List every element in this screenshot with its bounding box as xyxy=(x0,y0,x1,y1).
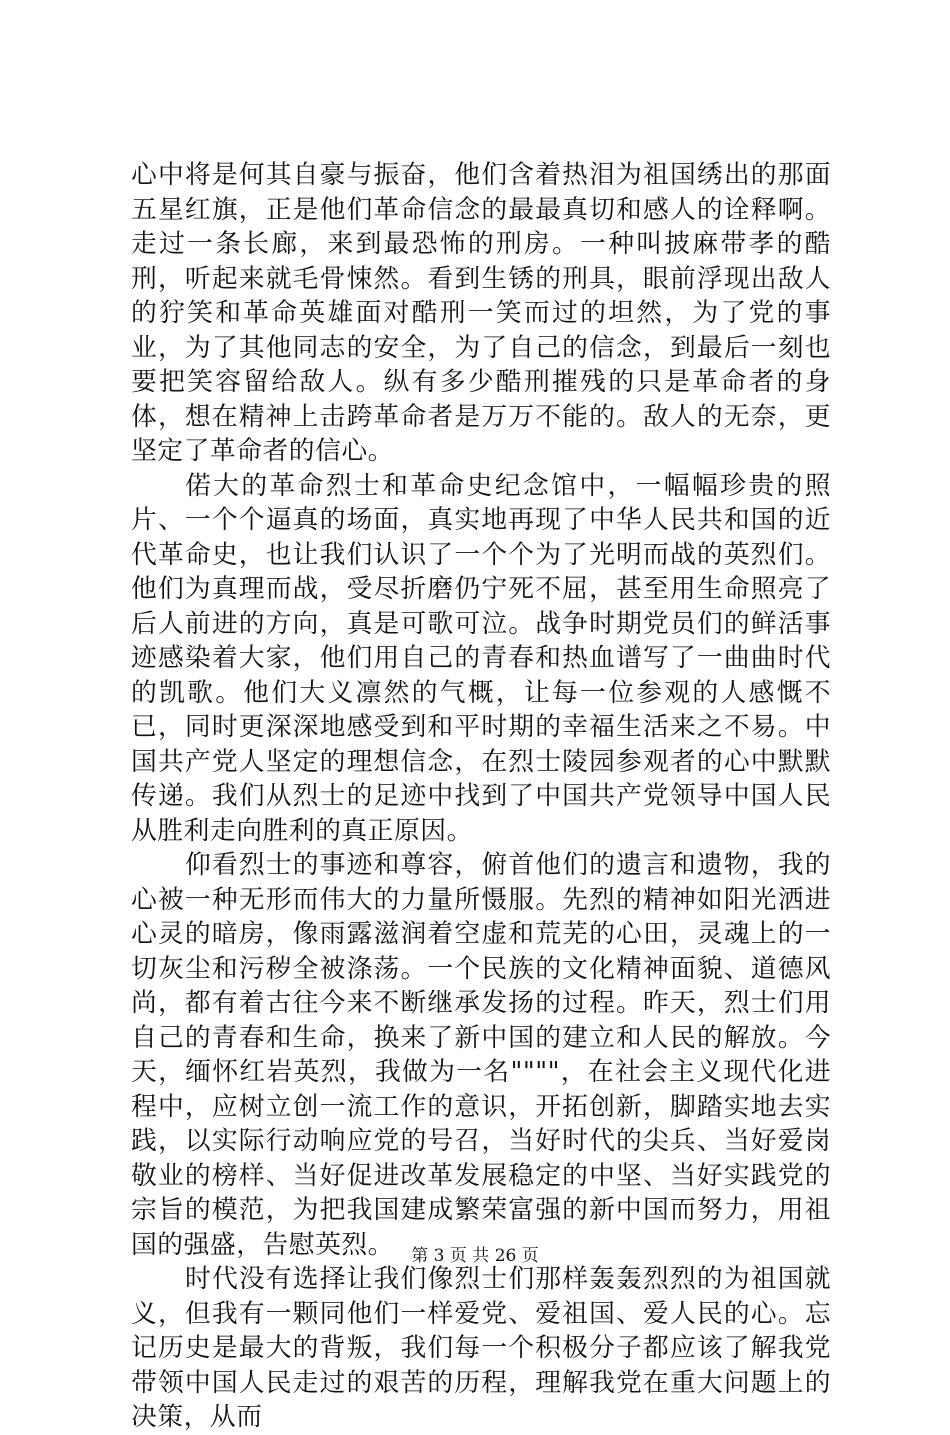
document-body xyxy=(131,158,831,1435)
paragraph-3: 仰看烈士的事迹和尊容，俯首他们的遗言和遗物，我的心被一种无形而伟大的力量所慑服。先烈的精神如阳光洒进心灵的暗房，像雨露滋润着空虚和荒芜的心田，灵魂上的一切灰尘和污秽全被涤荡。一个民族的文化精神面貌、道德风尚，都有着古往今来不断继承发扬的过程。昨天，烈士们用自己的青春和生命，换来了新中国的建立和人民的解放。今天，缅怀红岩英烈，我做为一名""""，在社会主义现代化进程中，应树立创一流工作的意识，开拓创新，脚踏实地去实践，以实际行动响应党的号召，当好时代的尖兵、当好爱岗敬业的榜样、当好促进改革发展稳定的中坚、当好实践党的宗旨的模范，为把我国建成繁荣富强的新中国而努力，用祖国的强盛，告慰英烈。 xyxy=(131,850,831,1260)
paragraph-4: 时代没有选择让我们像烈士们那样轰轰烈烈的为祖国就义，但我有一颗同他们一样爱党、爱祖国、爱人民的心。忘记历史是最大的背叛，我们每一个积极分子都应该了解我党带领中国人民走过的艰苦的历程，理解我党在重大问题上的决策，从而 xyxy=(131,1264,831,1432)
paragraph-2: 偌大的革命烈士和革命史纪念馆中，一幅幅珍贵的照片、一个个逼真的场面，真实地再现了中华人民共和国的近代革命史，也让我们认识了一个个为了光明而战的英烈们。他们为真理而战，受尽折磨仍宁死不屈，甚至用生命照亮了后人前进的方向，真是可歌可泣。战争时期党员们的鲜活事迹感染着大家，他们用自己的青春和热血谱写了一曲曲时代的凯歌。他们大义凛然的气概，让每一位参观的人感慨不已，同时更深深地感受到和平时期的幸福生活来之不易。中国共产党人坚定的理想信念，在烈士陵园参观者的心中默默传递。我们从烈士的足迹中找到了中国共产党领导中国人民从胜利走向胜利的真正原因。 xyxy=(131,470,831,846)
page-number-footer: 第 3 页 共 26 页 xyxy=(411,1246,539,1266)
paragraph-1: 心中将是何其自豪与振奋，他们含着热泪为祖国绣出的那面五星红旗，正是他们革命信念的最最真切和感人的诠释啊。走过一条长廊，来到最恐怖的刑房。一种叫披麻带孝的酷刑，听起来就毛骨悚然。看到生锈的刑具，眼前浮现出敌人的狞笑和革命英雄面对酷刑一笑而过的坦然，为了党的事业，为了其他同志的安全，为了自己的信念，到最后一刻也要把笑容留给敌人。纵有多少酷刑摧残的只是革命者的身体，想在精神上击跨革命者是万万不能的。敌人的无奈，更坚定了革命者的信心。 xyxy=(131,160,831,466)
